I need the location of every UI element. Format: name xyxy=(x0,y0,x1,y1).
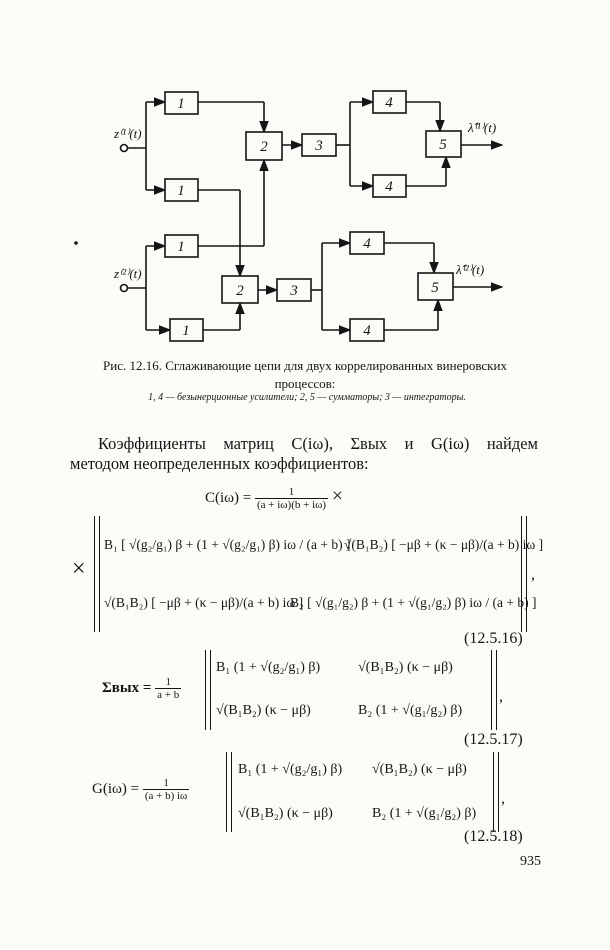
eq17-frac-den: a + b xyxy=(157,689,180,701)
speck xyxy=(74,241,78,245)
block-diagram xyxy=(0,0,610,350)
eq17-bar-left xyxy=(205,650,211,730)
figure-legend: 1, 4 — безынерционные усилители; 2, 5 — сумматоры; 3 — интеграторы. xyxy=(148,392,466,403)
page-number: 935 xyxy=(520,854,541,869)
block-label: 4 xyxy=(385,95,393,111)
eq18-bar-left xyxy=(226,752,232,832)
eq17-r2c1: √(B₁B₂) (κ − μβ) xyxy=(216,703,311,718)
eq16-times-left: × xyxy=(72,556,86,582)
eq16-r2c1: √(B₁B₂) [ −μβ + (κ − μβ)/(a + b) iω ] xyxy=(104,595,304,610)
eq18-r1c1: B₁ (1 + √(g₂/g₁) β) xyxy=(238,762,343,777)
eq18-lhs-row xyxy=(92,777,189,802)
block-label: 1 xyxy=(177,239,185,255)
eq18-fraction xyxy=(143,777,189,802)
paragraph xyxy=(70,434,538,474)
block-label: 5 xyxy=(439,137,447,153)
block-label: 1 xyxy=(182,323,190,339)
eq16-comma: , xyxy=(531,566,535,583)
eq18-number: (12.5.18) xyxy=(464,828,523,845)
block-label: 3 xyxy=(315,138,323,154)
input2-label: z⁽²⁾(t) xyxy=(114,266,142,281)
eq18-bar-right xyxy=(493,752,499,832)
figure-caption: Рис. 12.16. Сглаживающие цепи для двух коррелированных винеровских процессов: xyxy=(103,358,507,391)
eq16-frac-num: 1 xyxy=(255,486,328,499)
input1-terminal xyxy=(121,145,128,152)
eq16-lhs-row xyxy=(205,485,343,511)
eq18-frac-den: (a + b) iω xyxy=(144,790,188,802)
eq17-lhs-row xyxy=(102,676,181,701)
eq18-comma: , xyxy=(501,790,505,807)
eq17-r1c2: √(B₁B₂) (κ − μβ) xyxy=(358,660,453,675)
eq16-r1c1: B₁ [ √(g₂/g₁) β + (1 + √(g₂/g₁) β) iω / (a + b) ] xyxy=(104,537,351,552)
eq18-lhs: G(iω) = xyxy=(92,780,140,797)
output2-label: λ̂⁽²⁾(t) xyxy=(456,262,485,277)
eq17-frac-num: 1 xyxy=(155,676,181,689)
eq17-bar-right xyxy=(491,650,497,730)
block-label: 2 xyxy=(236,283,244,299)
eq17-r1c1: B₁ (1 + √(g₂/g₁) β) xyxy=(216,660,321,675)
block-label: 4 xyxy=(363,236,371,252)
input1-label: z⁽¹⁾(t) xyxy=(114,126,142,141)
block-label: 1 xyxy=(177,183,185,199)
eq16-number: (12.5.16) xyxy=(464,630,523,647)
eq16-frac-den: (a + iω)(b + iω) xyxy=(257,499,327,512)
block-label: 1 xyxy=(177,96,185,112)
eq18-r1c2: √(B₁B₂) (κ − μβ) xyxy=(372,762,467,777)
output1-label: λ̂⁽¹⁾(t) xyxy=(468,120,497,135)
eq16-times: × xyxy=(331,485,344,507)
paragraph-line-1: Коэффициенты матриц C(iω), Σвых и G(iω) найдем xyxy=(98,434,538,453)
paragraph-line-2: методом неопределенных коэффициентов: xyxy=(70,454,369,473)
eq18-r2c1: √(B₁B₂) (κ − μβ) xyxy=(238,806,333,821)
eq18-frac-num: 1 xyxy=(143,777,189,790)
eq16-bar-right xyxy=(521,516,527,632)
eq17-fraction xyxy=(155,676,181,701)
eq16-fraction xyxy=(255,486,328,511)
eq16-r2c2: B₂ [ √(g₁/g₂) β + (1 + √(g₁/g₂) β) iω / (a + b) ] xyxy=(290,595,537,610)
eq18-r2c2: B₂ (1 + √(g₁/g₂) β) xyxy=(372,806,477,821)
input2-terminal xyxy=(121,285,128,292)
block-label: 5 xyxy=(431,280,439,296)
block-label: 4 xyxy=(385,179,393,195)
eq16-lhs: C(iω) = xyxy=(205,490,252,506)
eq17-comma: , xyxy=(499,688,503,705)
eq17-lhs: Σвых = xyxy=(102,679,152,696)
block-label: 3 xyxy=(290,283,298,299)
block-label: 4 xyxy=(363,323,371,339)
eq16-bar-left xyxy=(94,516,100,632)
block-label: 2 xyxy=(260,139,268,155)
eq17-number: (12.5.17) xyxy=(464,731,523,748)
eq17-r2c2: B₂ (1 + √(g₁/g₂) β) xyxy=(358,703,463,718)
eq16-r1c2: √(B₁B₂) [ −μβ + (κ − μβ)/(a + b) iω ] xyxy=(344,537,544,552)
